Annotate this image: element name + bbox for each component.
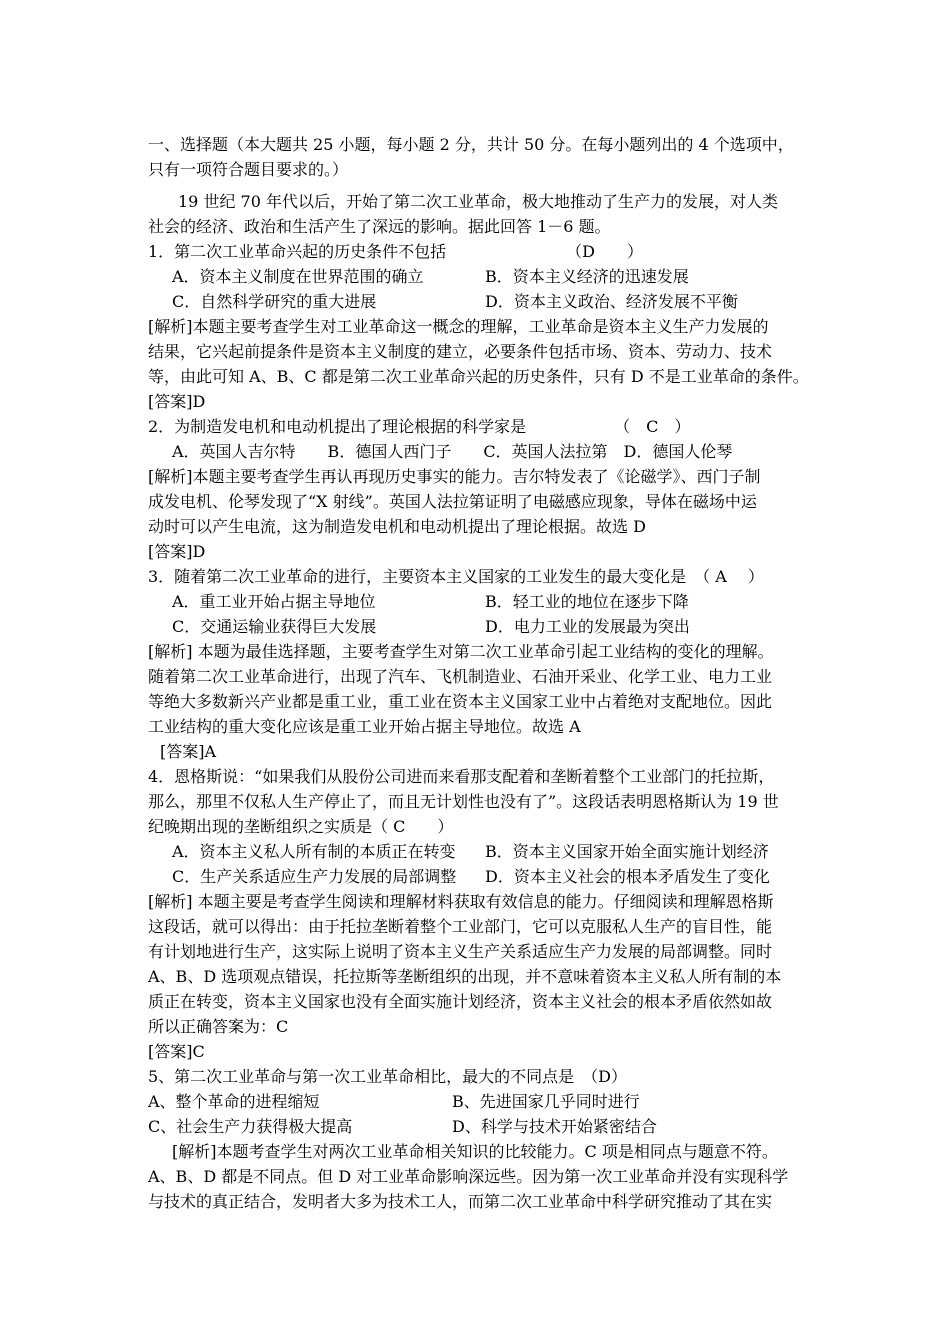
q3-option-a: A．重工业开始占据主导地位 [172,592,376,611]
q4-analysis-cont: 有计划地进行生产，这实际上说明了资本主义生产关系适应生产力发展的局部调整。同时 [148,942,773,961]
q1-analysis-cont: 结果，它兴起前提条件是资本主义制度的建立，必要条件包括市场、资本、劳动力、技术 [148,342,773,361]
q2-analysis-cont: 成发电机、伦琴发现了“X 射线”。英国人法拉第证明了电磁感应现象，导体在磁场中运 [148,492,757,511]
question-3: 3．随着第二次工业革命的进行，主要资本主义国家的工业发生的最大变化是 （ A ） [148,567,764,586]
q1-answer: [答案]D [148,392,206,411]
question-5: 5、第二次工业革命与第一次工业革命相比，最大的不同点是 （D） [148,1067,628,1086]
intro-paragraph-cont: 社会的经济、政治和生活产生了深远的影响。据此回答 1－6 题。 [148,217,611,236]
q3-analysis-cont: 随着第二次工业革命进行，出现了汽车、飞机制造业、石油开采业、化学工业、电力工业 [148,667,773,686]
q3-analysis: [解析] 本题为最佳选择题，主要考查学生对第二次工业革命引起工业结构的变化的理解。 [148,642,774,661]
question-4-cont: 纪晚期出现的垄断组织之实质是（ C ） [148,817,454,836]
q5-option-b: B、先进国家几乎同时进行 [452,1092,640,1111]
section-heading: 一、选择题（本大题共 25 小题，每小题 2 分，共计 50 分。在每小题列出的 4 个选项中， [148,135,794,154]
q4-option-a: A．资本主义私人所有制的本质正在转变 [172,842,456,861]
question-2: 2．为制造发电机和电动机提出了理论根据的科学家是 （ C ） [148,417,691,436]
q4-option-c: C．生产关系适应生产力发展的局部调整 [172,867,457,886]
q4-analysis-cont: A、B、D 选项观点错误，托拉斯等垄断组织的出现，并不意味着资本主义私人所有制的本 [148,967,782,986]
q4-answer: [答案]C [148,1042,205,1061]
q3-analysis-cont: 工业结构的重大变化应该是重工业开始占据主导地位。故选 A [148,717,581,736]
q5-analysis: [解析]本题考查学生对两次工业革命相关知识的比较能力。C 项是相同点与题意不符。 [172,1142,778,1161]
q5-option-c: C、社会生产力获得极大提高 [148,1117,353,1136]
q4-analysis-cont: 所以正确答案为：C [148,1017,289,1036]
q4-option-d: D．资本主义社会的根本矛盾发生了变化 [485,867,770,886]
q1-option-c: C．自然科学研究的重大进展 [172,292,377,311]
q5-analysis-cont: A、B、D 都是不同点。但 D 对工业革命影响深远些。因为第一次工业革命并没有实现科学 [148,1167,789,1186]
question-4-cont: 那么，那里不仅私人生产停止了，而且无计划性也没有了”。这段话表明恩格斯认为 19 世 [148,792,779,811]
intro-paragraph: 19 世纪 70 年代以后，开始了第二次工业革命，极大地推动了生产力的发展，对人类 [178,192,778,211]
question-4: 4．恩格斯说：“如果我们从股份公司进而来看那支配着和垄断着整个工业部门的托拉斯， [148,767,775,786]
q3-analysis-cont: 等绝大多数新兴产业都是重工业，重工业在资本主义国家工业中占着绝对支配地位。因此 [148,692,773,711]
q3-option-c: C．交通运输业获得巨大发展 [172,617,377,636]
q4-option-b: B．资本主义国家开始全面实施计划经济 [485,842,769,861]
q1-option-a: A．资本主义制度在世界范围的确立 [172,267,424,286]
q3-option-d: D．电力工业的发展最为突出 [485,617,690,636]
q2-analysis-cont: 动时可以产生电流，这为制造发电机和电动机提出了理论根据。故选 D [148,517,646,536]
q3-option-b: B．轻工业的地位在逐步下降 [485,592,689,611]
q4-analysis-cont: 质正在转变，资本主义国家也没有全面实施计划经济，资本主义社会的根本矛盾依然如故 [148,992,773,1011]
q5-option-d: D、科学与技术开始紧密结合 [452,1117,657,1136]
q2-options: A．英国人吉尔特 B．德国人西门子 C．英国人法拉第 D．德国人伦琴 [172,442,733,461]
q4-analysis-cont: 这段话，就可以得出：由于托拉垄断着整个工业部门，它可以克服私人生产的盲目性，能 [148,917,773,936]
q5-analysis-cont: 与技术的真正结合，发明者大多为技术工人，而第二次工业革命中科学研究推动了其在实 [148,1192,773,1211]
q5-option-a: A、整个革命的进程缩短 [148,1092,320,1111]
question-1: 1．第二次工业革命兴起的历史条件不包括 （D ） [148,242,644,261]
q1-analysis: [解析]本题主要考查学生对工业革命这一概念的理解，工业革命是资本主义生产力发展的 [148,317,769,336]
q2-analysis: [解析]本题主要考查学生再认再现历史事实的能力。吉尔特发表了《论磁学》、西门子制 [148,467,761,486]
q1-option-b: B．资本主义经济的迅速发展 [485,267,689,286]
section-heading-cont: 只有一项符合题目要求的。） [148,160,349,179]
q3-answer: [答案]A [160,742,217,761]
q2-answer: [答案]D [148,542,206,561]
q1-option-d: D．资本主义政治、经济发展不平衡 [485,292,738,311]
q4-analysis: [解析] 本题主要是考查学生阅读和理解材料获取有效信息的能力。仔细阅读和理解恩格斯 [148,892,774,911]
q1-analysis-cont: 等，由此可知 A、B、C 都是第二次工业革命兴起的历史条件，只有 D 不是工业革命的条件。 [148,367,809,386]
